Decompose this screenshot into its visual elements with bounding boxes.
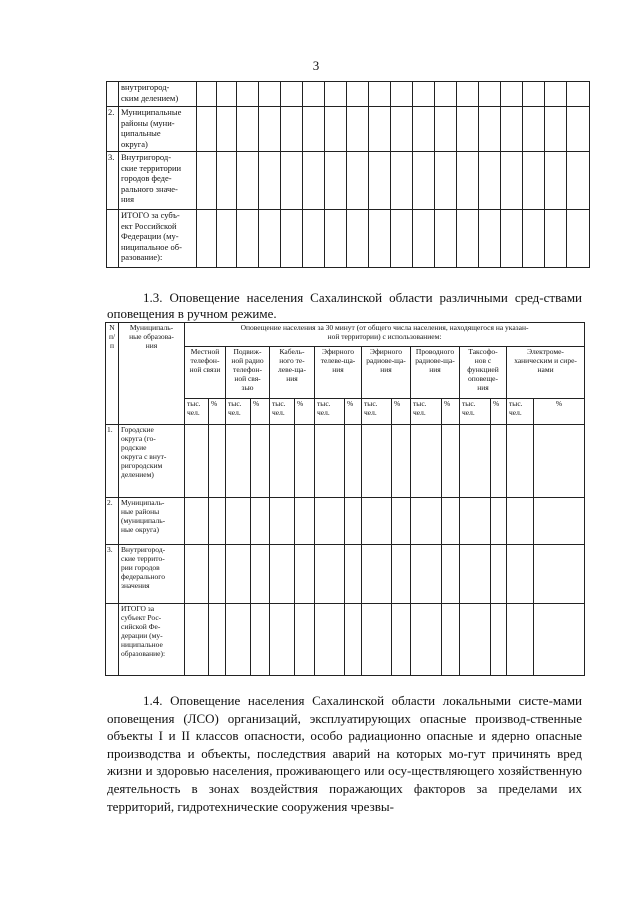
page-number: 3 (312, 58, 320, 73)
percent-label: % (251, 399, 270, 425)
section-1-3-heading (107, 290, 582, 321)
section-1-4-paragraph (107, 692, 582, 815)
column-header-group: Оповещение населения за 30 минут (от общего числа населения, находящегося на указан- ной территории) с использованием: (185, 323, 585, 347)
unit-label: тыс. чел. (226, 399, 251, 425)
unit-label: тыс. чел. (315, 399, 345, 425)
table-row (107, 82, 590, 107)
row-label: ИТОГО за субъект Рос- сийской Фе- дерации (му- ниципальное образование): (119, 604, 185, 676)
table-row (106, 604, 585, 676)
row-label: Внутригород- ские территории городов феде- рального значе- ния (119, 152, 197, 210)
section-heading-text: 1.3. Оповещение населения Сахалинской области различными сред-ствами оповещения в ручном режиме. (107, 290, 582, 321)
table-2 (105, 322, 585, 676)
column-header-payphones: Таксофо- нов с функцией оповеще- ния (460, 347, 507, 399)
row-number: 2. (106, 498, 119, 545)
row-label: ИТОГО за субъ- ект Российской Федерации (му- ниципальное об- разование): (119, 210, 197, 268)
row-number: 1. (106, 425, 119, 498)
paragraph-text: 1.4. Оповещение населения Сахалинской области локальными систе-мами оповещения (ЛСО) организаций, эксплуатирующих опасные производ-ственные объекты I и II классов опасности, особо радиационно опасные и ядерно опасные производства и объекты, последствия аварий на которых мо-гут причинять вред жизни и здоровью населения, проживающего или осу-ществляющего хозяйственную деятельность в зонах воздействия поражающих факторов за пределами их территорий, гидротехнические сооружения чрезвы- (107, 693, 582, 814)
row-number: 2. (107, 107, 119, 152)
table-row (106, 545, 585, 604)
row-label: Городские округа (го- родские округа с внут- ригородским делением) (119, 425, 185, 498)
table-row (107, 152, 590, 210)
column-header-broadcast-tv: Эфирного телеве-ща- ния (315, 347, 362, 399)
percent-label: % (345, 399, 362, 425)
row-label: внутригород- ским делением) (119, 82, 197, 107)
unit-label: тыс. чел. (270, 399, 295, 425)
row-label: Муниципальные районы (муни- ципальные округа) (119, 107, 197, 152)
unit-label: тыс. чел. (185, 399, 209, 425)
unit-label: тыс. чел. (362, 399, 392, 425)
percent-label: % (491, 399, 507, 425)
column-header-num: N п/п (106, 323, 119, 425)
table-row (107, 107, 590, 152)
column-header-sirens: Электроме- ханическим и сире- нами (507, 347, 585, 399)
row-label: Муниципаль- ные районы (муниципаль- ные округа) (119, 498, 185, 545)
row-number (107, 82, 119, 107)
percent-label: % (295, 399, 315, 425)
column-header-local-phone: Местной телефон- ной связи (185, 347, 226, 399)
row-label: Внутригород- ские террито- рии городов федерального значения (119, 545, 185, 604)
column-header-cable-tv: Кабель- ного те- леве-ща- ния (270, 347, 315, 399)
unit-label: тыс. чел. (460, 399, 491, 425)
table-row (106, 498, 585, 545)
table-row (106, 425, 585, 498)
unit-label: тыс. чел. (411, 399, 442, 425)
column-header-broadcast-radio: Эфирного радиове-ща- ния (362, 347, 411, 399)
row-number: 3. (106, 545, 119, 604)
column-header-wired-radio: Проводного радиове-ща- ния (411, 347, 460, 399)
unit-label: тыс. чел. (507, 399, 534, 425)
table-1 (106, 81, 590, 268)
column-header-mobile-phone: Подвиж- ной радио телефон- ной свя- зью (226, 347, 270, 399)
row-number (106, 604, 119, 676)
percent-label: % (442, 399, 460, 425)
percent-label: % (534, 399, 585, 425)
row-number (107, 210, 119, 268)
table-row (107, 210, 590, 268)
row-number: 3. (107, 152, 119, 210)
percent-label: % (392, 399, 411, 425)
column-header-municipality: Муниципаль- ные образова- ния (119, 323, 185, 425)
percent-label: % (209, 399, 226, 425)
